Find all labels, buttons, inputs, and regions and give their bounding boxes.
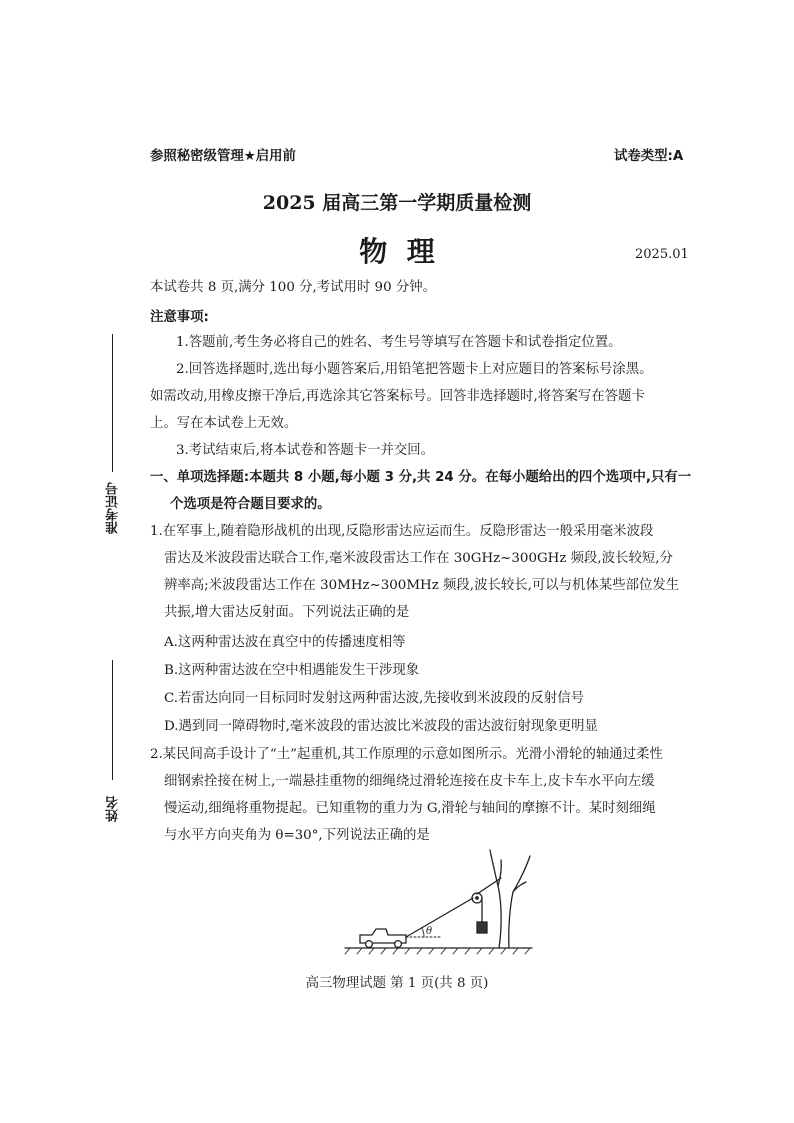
truck-wheel [366,941,373,948]
q2-stem-line: 慢运动,细绳将重物提起。已知重物的重力为 G,滑轮与轴间的摩擦不计。某时刻细绳 [164,801,656,816]
ground-hatching [345,948,530,954]
name-label: 姓名 [106,796,121,822]
q2-stem-line: 2.某民间高手设计了“土”起重机,其工作原理的示意如图所示。光滑小滑轮的轴通过柔性 [150,747,663,762]
tree-branch [490,850,530,892]
paper-type-label: 试卷类型:A [614,149,684,164]
rope [406,898,473,937]
truck-wheel [395,941,402,948]
tree-trunk [498,886,513,948]
exam-number-label: 准考证号 [106,482,121,534]
q1-stem-line: 共振,增大雷达反射面。下列说法正确的是 [164,605,410,620]
notes-heading: 注意事项: [150,310,209,325]
page-footer: 高三物理试题 第 1 页(共 8 页) [305,976,489,991]
angle-arc [422,928,424,937]
note-line: 如需改动,用橡皮擦干净后,再选涂其它答案标号。回答非选择题时,将答案写在答题卡 [150,389,645,404]
q1-option-a: A.这两种雷达波在真空中的传播速度相等 [164,635,406,650]
q1-option-c: C.若雷达向同一目标同时发射这两种雷达波,先接收到米波段的反射信号 [164,691,584,706]
q1-option-d: D.遇到同一障碍物时,毫米波段的雷达波比米波段的雷达波衍射现象更明显 [164,719,598,734]
weight-block [477,922,487,933]
q2-stem-line: 与水平方向夹角为 θ=30°,下列说法正确的是 [164,828,430,843]
q1-option-b: B.这两种雷达波在空中相遇能发生干涉现象 [164,663,420,678]
exam-title: 2025 届高三第一学期质量检测 [262,192,532,214]
note-line: 1.答题前,考生务必将自己的姓名、考生号等填写在答题卡和试卷指定位置。 [176,335,622,350]
intro-text: 本试卷共 8 页,满分 100 分,考试用时 90 分钟。 [150,280,437,295]
q1-stem-line: 1.在军事上,随着隐形战机的出现,反隐形雷达应运而生。反隐形雷达一般采用毫米波段 [150,524,654,539]
exam-date: 2025.01 [635,247,689,262]
name-line [112,660,113,780]
note-line: 上。写在本试卷上无效。 [150,416,298,431]
angle-theta-label: θ [426,926,433,937]
q2-stem-line: 细钢索拴接在树上,一端悬挂重物的细绳绕过滑轮连接在皮卡车上,皮卡车水平向左缓 [164,774,655,789]
crane-figure [340,848,540,960]
confidential-label: 参照秘密级管理★启用前 [150,149,296,164]
exam-number-line [112,334,113,472]
q1-stem-line: 辨率高;米波段雷达工作在 30MHz~300MHz 频段,波长较长,可以与机体某些部位发生 [164,578,680,593]
q1-stem-line: 雷达及米波段雷达联合工作,毫米波段雷达工作在 30GHz~300GHz 频段,波长较短,分 [164,551,673,566]
note-line: 2.回答选择题时,选出每小题答案后,用铅笔把答题卡上对应题目的答案标号涂黑。 [176,362,653,377]
note-line: 3.考试结束后,将本试卷和答题卡一并交回。 [176,443,435,458]
subject-title: 物 理 [359,235,435,268]
